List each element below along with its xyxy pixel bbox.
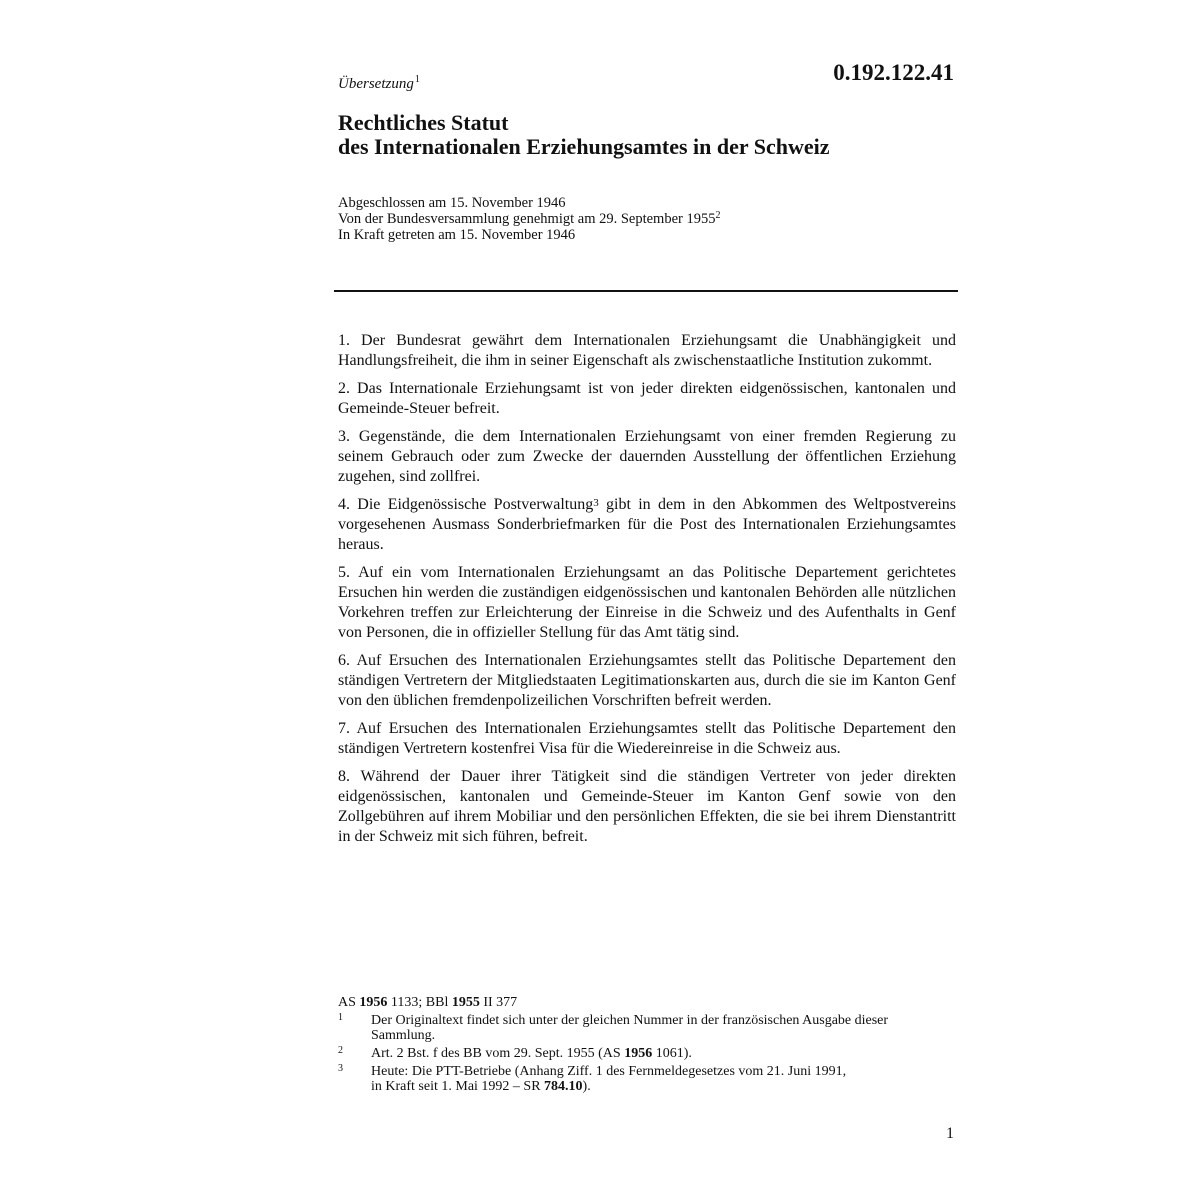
- translation-label: [338, 76, 420, 93]
- header-divider: [334, 290, 958, 292]
- dates-block: [338, 195, 720, 243]
- footnote-2-text-2: 1061).: [652, 1046, 692, 1061]
- article-6: 6. Auf Ersuchen des Internationalen Erziehungsamtes stellt das Politische Departement den ständigen Vertretern der Mitgliedstaaten Legitimationskarten aus, durch die sie im Kanton Genf von den üblichen fremdenpolizeilichen Vorschriften befreit werden.: [338, 652, 956, 709]
- article-4-text-b: gibt in dem in den Abkommen des Weltpostvereins vorgesehenen Ausmass Sonderbriefmarken für die Post des Internationalen Erziehungsamtes heraus.: [338, 496, 956, 553]
- article-7: 7. Auf Ersuchen des Internationalen Erziehungsamtes stellt das Politische Departement den ständigen Vertretern kostenfrei Visa für die Wiedereinreise in die Schweiz aus.: [338, 720, 956, 757]
- footnote-3-text-3: ).: [582, 1079, 591, 1094]
- as-text-2: 1133; BBl: [387, 995, 452, 1010]
- articles-body: [338, 331, 956, 855]
- article-8: 8. Während der Dauer ihrer Tätigkeit sind die ständigen Vertreter von jeder direkten eidgenössischen, kantonalen und Gemeinde-Steuer im Kanton Genf sowie von den Zollgebühren auf ihrem Mobiliar und den persönlichen Effekten, die sie bei ihrem Dienstantritt in der Schweiz mit sich führen, befreit.: [338, 768, 956, 845]
- title-line-2: des Internationalen Erziehungsamtes in der Schweiz: [338, 134, 830, 159]
- footnote-2: [338, 1046, 938, 1061]
- date-in-force: In Kraft getreten am 15. November 1946: [338, 227, 576, 243]
- title-line-1: Rechtliches Statut: [338, 110, 509, 135]
- date-concluded: Abgeschlossen am 15. November 1946: [338, 195, 566, 211]
- as-year-bold: 1956: [359, 995, 388, 1010]
- as-text-3: II 377: [479, 995, 518, 1010]
- date-approved-text: Von der Bundesversammlung genehmigt am 29. September 1955: [338, 211, 716, 227]
- article-1: 1. Der Bundesrat gewährt dem Internationalen Erziehungsamt die Unabhängigkeit und Handlungsfreiheit, die ihm in seiner Eigenschaft als zwischenstaatliche Institution zukommt.: [338, 332, 956, 369]
- footnote-3: [338, 1064, 938, 1094]
- footnote-ref-2[interactable]: 2: [715, 210, 721, 221]
- article-2: 2. Das Internationale Erziehungsamt ist von jeder direkten eidgenössischen, kantonalen und Gemeinde-Steuer befreit.: [338, 380, 956, 417]
- footnote-2-text-1: Art. 2 Bst. f des BB vom 29. Sept. 1955 (AS: [371, 1046, 625, 1061]
- footnote-1-text: Der Originaltext findet sich unter der gleichen Nummer in der französischen Ausgabe dieser Sammlung.: [371, 1013, 889, 1043]
- footnote-as-reference: [338, 995, 938, 1010]
- sr-number: 0.192.122.41: [833, 60, 954, 85]
- footnote-3-text-2: in Kraft seit 1. Mai 1992 – SR: [371, 1079, 545, 1094]
- footnote-2-number: 2: [338, 1045, 343, 1056]
- footnote-1-number: 1: [338, 1012, 343, 1023]
- translation-text: Übersetzung: [338, 76, 414, 92]
- article-4: [338, 495, 956, 555]
- article-3: 3. Gegenstände, die dem Internationalen Erziehungsamt von einer fremden Regierung zu seinem Gebrauch oder zum Zwecke der dauernden Ausstellung der öffentlichen Erziehung zugehen, sind zollfrei.: [338, 428, 956, 485]
- bbl-year-bold: 1955: [451, 995, 480, 1010]
- document-title: [338, 111, 830, 159]
- footnote-ref-1[interactable]: 1: [414, 74, 420, 85]
- footnote-3-number: 3: [338, 1063, 343, 1074]
- footnote-2-bold: 1956: [624, 1046, 653, 1061]
- article-5: 5. Auf ein vom Internationalen Erziehungsamt an das Politische Departement gerichtetes Ersuchen hin werden die zuständigen eidgenössischen und kantonalen Behörden alle nützlichen Vorkehren treffen zur Erleichterung der Einreise in die Schweiz und des Aufenthalts in Genf von Personen, die in offizieller Stellung für das Amt tätig sind.: [338, 564, 956, 641]
- footnote-1: [338, 1013, 938, 1043]
- date-approved: [338, 211, 720, 227]
- footnote-3-line-2: [371, 1079, 938, 1094]
- as-text-1: AS: [338, 995, 360, 1010]
- footnote-ref-3[interactable]: 3: [593, 497, 599, 509]
- footnote-3-line-1: Heute: Die PTT-Betriebe (Anhang Ziff. 1 des Fernmeldegesetzes vom 21. Juni 1991,: [371, 1064, 847, 1079]
- footnotes: [338, 995, 938, 1097]
- article-4-text-a: 4. Die Eidgenössische Postverwaltung: [338, 496, 594, 513]
- footnote-3-bold: 784.10: [544, 1079, 583, 1094]
- page-number: 1: [946, 1125, 954, 1142]
